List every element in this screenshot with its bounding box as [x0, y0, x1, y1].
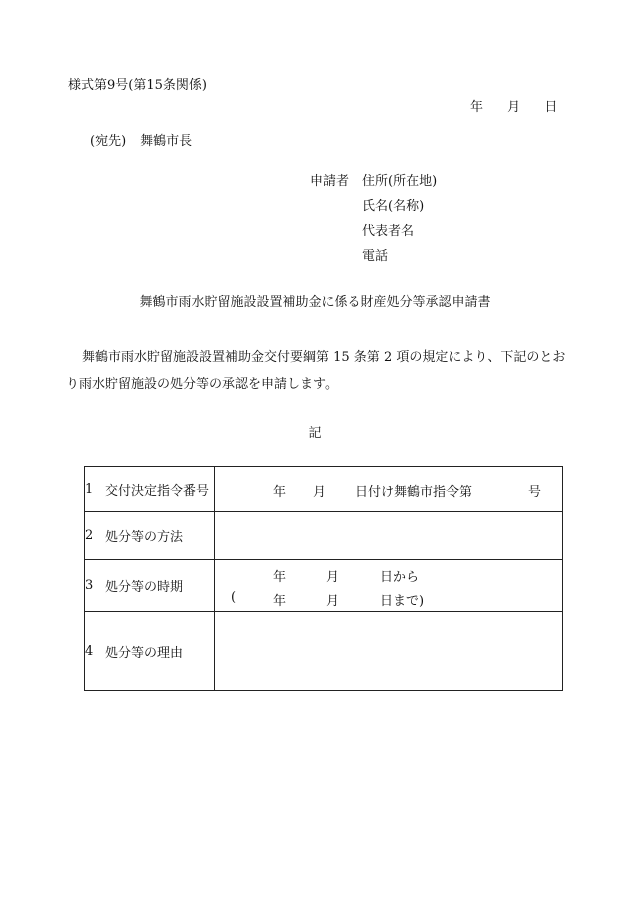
table-row — [85, 560, 563, 612]
period-to-month: 月 — [326, 594, 340, 609]
row-label-text: 処分等の時期 — [105, 580, 184, 595]
period-paren: ( — [231, 590, 237, 605]
applicant-phone: 電話 — [362, 249, 389, 264]
row-label-text: 処分等の方法 — [105, 530, 184, 545]
date-line — [470, 96, 557, 115]
row-number: 2 — [85, 528, 94, 543]
table-row — [85, 612, 563, 691]
grant-go: 号 — [528, 485, 542, 500]
body-text: 舞鶴市雨水貯留施設設置補助金交付要綱第 15 条第 2 項の規定により、下記のとおり雨水貯留施設の処分等の承認を申請します。 — [66, 350, 566, 392]
grant-order-number-cell[interactable] — [215, 467, 563, 512]
applicant-address: 住所(所在地) — [362, 174, 438, 189]
addressee-prefix: (宛先) — [90, 134, 127, 149]
grant-month: 月 — [313, 485, 327, 500]
applicant-name: 氏名(名称) — [362, 199, 425, 214]
form-number: 様式第9号(第15条関係) — [68, 78, 207, 93]
addressee — [90, 130, 192, 149]
disposal-reason-cell[interactable] — [215, 612, 563, 691]
row-label-text: 処分等の理由 — [105, 645, 184, 661]
disposal-method-cell[interactable] — [215, 512, 563, 560]
period-from-month: 月 — [326, 570, 340, 585]
row-number: 1 — [85, 481, 94, 497]
row-label-text: 交付決定指令番号 — [105, 483, 210, 499]
applicant-representative: 代表者名 — [362, 224, 415, 239]
date-year: 年 — [470, 100, 484, 115]
document-title: 舞鶴市雨水貯留施設設置補助金に係る財産処分等承認申請書 — [139, 295, 491, 310]
period-to-year: 年 — [273, 594, 287, 609]
row-label — [85, 560, 215, 612]
row-label — [85, 612, 215, 691]
row-label — [85, 512, 215, 560]
row-number: 4 — [85, 643, 94, 659]
period-to-day: 日まで) — [380, 594, 425, 609]
disposal-period-cell[interactable] — [215, 560, 563, 612]
period-from-day: 日から — [380, 570, 420, 585]
grant-order-text: 日付け舞鶴市指令第 — [355, 485, 473, 500]
table-row — [85, 512, 563, 560]
row-label — [85, 467, 215, 512]
applicant-label: 申請者 — [310, 174, 350, 189]
grant-year: 年 — [273, 485, 287, 500]
date-month: 月 — [507, 100, 521, 115]
addressee-name: 舞鶴市長 — [140, 134, 193, 149]
row-number: 3 — [85, 578, 94, 593]
period-from-year: 年 — [273, 570, 287, 585]
table-row — [85, 467, 563, 512]
details-table — [84, 466, 563, 691]
date-day: 日 — [544, 100, 558, 115]
ki-heading: 記 — [308, 426, 322, 441]
